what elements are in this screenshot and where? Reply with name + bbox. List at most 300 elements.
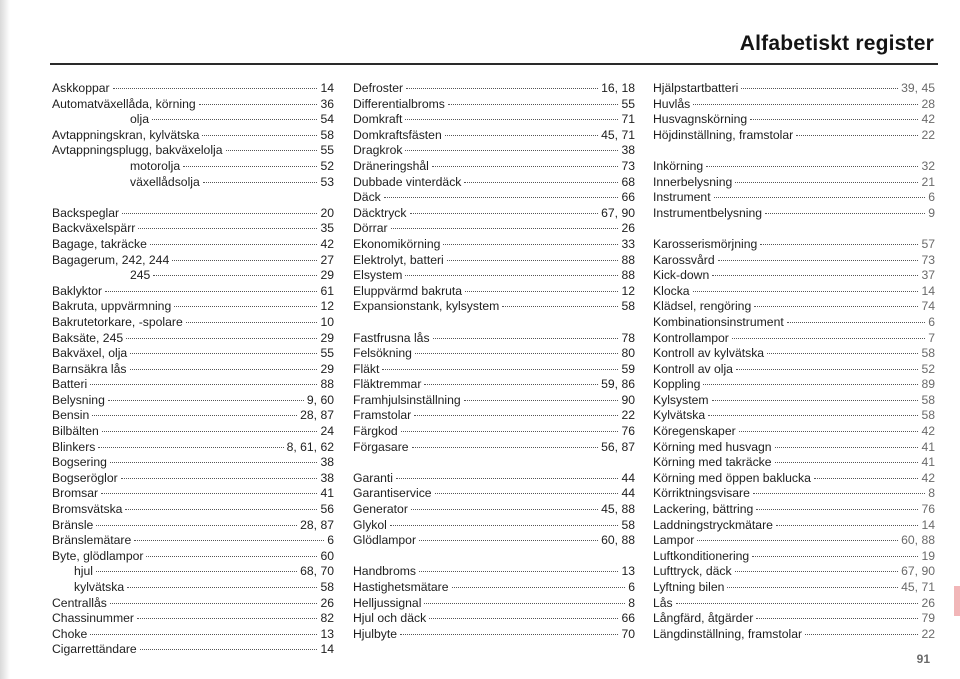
index-entry-label: Helljussignal: [353, 595, 422, 610]
index-entry-page: 58: [921, 408, 935, 423]
index-entry-label: Eluppvärmd bakruta: [353, 283, 463, 298]
index-entry-label: Körning med takräcke: [653, 455, 772, 470]
index-entry: [353, 284, 635, 300]
dot-leader: [150, 244, 318, 245]
index-entry-page: 39, 45: [901, 81, 935, 95]
index-entry-page: 41: [320, 486, 334, 501]
index-entry-page: 52: [921, 361, 935, 376]
index-entry-label: Avtappningskran, kylvätska: [52, 127, 200, 142]
index-entry: [653, 627, 935, 643]
dot-leader: [714, 197, 926, 198]
index-entry-label: Lås: [653, 595, 673, 610]
index-entry-label: Däck: [353, 190, 381, 205]
dot-leader: [110, 603, 318, 604]
dot-leader: [787, 322, 925, 323]
dot-leader: [448, 104, 619, 105]
dot-leader: [98, 447, 283, 448]
index-entry-label: Hjälpstartbatteri: [653, 81, 739, 95]
index-entry-page: 26: [921, 595, 935, 610]
dot-leader: [140, 649, 318, 650]
index-entry-label: Kontroll av kylvätska: [653, 346, 765, 361]
dot-leader: [754, 306, 918, 307]
index-entry: [653, 268, 935, 284]
index-entry: [653, 408, 935, 424]
dot-leader: [693, 291, 919, 292]
index-entry-page: 58: [320, 127, 334, 142]
index-entry-label: Byte, glödlampor: [52, 548, 144, 563]
index-entry-label: olja: [130, 112, 149, 127]
dot-leader: [712, 275, 918, 276]
index-entry-label: 245: [130, 268, 151, 283]
dot-leader: [137, 618, 317, 619]
dot-leader: [102, 431, 318, 432]
index-entry: [353, 97, 635, 113]
index-entry-label: Däcktryck: [353, 205, 407, 220]
index-entry-label: Långfärd, åtgärder: [653, 611, 754, 626]
index-entry-page: 9, 60: [306, 392, 334, 407]
dot-leader: [382, 369, 618, 370]
dot-leader: [401, 431, 619, 432]
dot-leader: [735, 182, 918, 183]
index-entry: [653, 377, 935, 393]
index-entry: [653, 346, 935, 362]
index-entry: [52, 377, 334, 393]
index-entry-label: Bilbälten: [52, 424, 99, 439]
index-entry: [52, 81, 334, 97]
index-entry-label: Hjul och däck: [353, 611, 427, 626]
index-entry-page: 60, 88: [601, 533, 635, 548]
index-entry-label: Fläktremmar: [353, 377, 422, 392]
index-entry-label: Kontroll av olja: [653, 361, 733, 376]
index-entry-page: 67, 90: [601, 205, 635, 220]
index-entry-page: 60: [320, 548, 334, 563]
index-entry: [653, 518, 935, 534]
index-entry: [353, 253, 635, 269]
dot-leader: [110, 462, 318, 463]
index-entry: [52, 315, 334, 331]
index-entry-page: 14: [320, 81, 334, 95]
index-entry-page: 58: [921, 346, 935, 361]
dot-leader: [96, 525, 297, 526]
index-entry-page: 12: [621, 283, 635, 298]
index-entry: [52, 440, 334, 456]
dot-leader: [756, 618, 918, 619]
index-entry-page: 55: [621, 96, 635, 111]
index-entry: [653, 315, 935, 331]
dot-leader: [693, 104, 918, 105]
index-entry-label: Batteri: [52, 377, 88, 392]
dot-leader: [174, 306, 317, 307]
dot-leader: [465, 291, 618, 292]
index-entry-label: Lufttryck, däck: [653, 564, 732, 579]
index-entry-page: 6: [327, 533, 334, 548]
index-entry: [353, 627, 635, 643]
index-entry-label: Bogsering: [52, 455, 107, 470]
index-entry-label: Lyftning bilen: [653, 580, 725, 594]
index-entry-page: 38: [621, 143, 635, 158]
index-entry: [653, 486, 935, 502]
index-entry: [52, 206, 334, 222]
index-entry-page: 61: [320, 283, 334, 298]
index-entry: [353, 564, 635, 580]
dot-leader: [433, 338, 619, 339]
index-entry: [653, 159, 935, 175]
index-entry-label: Belysning: [52, 392, 105, 407]
index-entry-page: 41: [921, 455, 935, 470]
index-entry: [353, 502, 635, 518]
index-entry-page: 58: [621, 299, 635, 314]
index-entry-page: 44: [621, 486, 635, 501]
index-entry-label: Koppling: [653, 377, 701, 392]
index-entry-page: 33: [621, 236, 635, 251]
index-entry: [653, 97, 935, 113]
dot-leader: [752, 556, 918, 557]
index-entry-page: 56, 87: [601, 439, 635, 454]
index-entry-page: 79: [921, 611, 935, 626]
dot-leader: [153, 275, 317, 276]
index-entry-label: Bränsle: [52, 517, 94, 532]
index-entry: [52, 642, 334, 658]
index-entry-page: 73: [621, 158, 635, 173]
dot-leader: [122, 213, 317, 214]
dot-leader: [202, 135, 317, 136]
index-entry-page: 55: [320, 346, 334, 361]
index-spacer: [653, 143, 935, 159]
index-entry-label: Karossvård: [653, 252, 715, 267]
index-entry: [653, 455, 935, 471]
index-entry: [353, 580, 635, 596]
index-entry-label: Garantiservice: [353, 486, 432, 501]
index-entry-label: Defroster: [353, 81, 404, 95]
index-entry-label: Husvagnskörning: [653, 112, 748, 127]
index-entry: [353, 408, 635, 424]
dot-leader: [775, 447, 919, 448]
index-entry-label: Handbroms: [353, 564, 416, 579]
index-entry-page: 45, 71: [601, 127, 635, 142]
index-entry-label: Dräneringshål: [353, 158, 429, 173]
index-entry-page: 6: [628, 580, 635, 594]
index-entry-label: Bogseröglor: [52, 470, 118, 485]
dot-leader: [805, 634, 918, 635]
index-entry-label: Instrumentbelysning: [653, 205, 763, 220]
dot-leader: [432, 166, 619, 167]
index-entry: [353, 299, 635, 315]
index-entry: [52, 237, 334, 253]
index-entry: [653, 564, 935, 580]
index-entry-label: Laddningstryckmätare: [653, 517, 773, 532]
index-entry: [52, 143, 334, 159]
index-entry-page: 44: [621, 470, 635, 485]
index-entry-label: Framhjulsinställning: [353, 392, 461, 407]
dot-leader: [464, 182, 618, 183]
dot-leader: [708, 415, 918, 416]
index-entry-label: Bromsvätska: [52, 502, 123, 517]
dot-leader: [760, 244, 918, 245]
index-entry-page: 16, 18: [601, 81, 635, 95]
index-entry-page: 8: [928, 486, 935, 501]
dot-leader: [400, 634, 618, 635]
index-entry: [353, 112, 635, 128]
index-column-3: [653, 81, 935, 642]
index-entry-page: 27: [320, 252, 334, 267]
index-entry-label: Blinkers: [52, 439, 96, 454]
index-entry-page: 55: [320, 143, 334, 158]
dot-leader: [706, 166, 918, 167]
index-entry: [353, 393, 635, 409]
index-entry: [52, 580, 334, 596]
index-entry-label: växellådsolja: [130, 174, 200, 189]
index-entry: [353, 486, 635, 502]
index-entry-label: Huvlås: [653, 96, 691, 111]
dot-leader: [736, 369, 918, 370]
index-entry-page: 60, 88: [901, 533, 935, 548]
dot-leader: [126, 338, 317, 339]
index-entry: [52, 112, 334, 128]
index-entry: [353, 471, 635, 487]
index-entry: [653, 237, 935, 253]
dot-leader: [391, 228, 619, 229]
dot-leader: [203, 182, 318, 183]
dot-leader: [134, 540, 324, 541]
index-entry-label: Lampor: [653, 533, 695, 548]
index-entry: [52, 97, 334, 113]
index-entry: [353, 237, 635, 253]
index-entry-page: 29: [320, 361, 334, 376]
index-entry-page: 37: [921, 268, 935, 283]
index-entry-label: hjul: [74, 564, 93, 579]
index-entry-label: Körriktningsvisare: [653, 486, 750, 501]
index-entry-label: Bakväxel, olja: [52, 346, 128, 361]
index-entry-page: 19: [921, 548, 935, 563]
index-entry: [52, 502, 334, 518]
index-entry-page: 73: [921, 252, 935, 267]
index-entry-label: Cigarrettändare: [52, 642, 137, 657]
index-entry-page: 28: [921, 96, 935, 111]
index-entry: [353, 175, 635, 191]
index-entry: [353, 143, 635, 159]
index-entry-label: Längdinställning, framstolar: [653, 626, 803, 641]
dot-leader: [406, 88, 598, 89]
index-entry-label: Bakruta, uppvärmning: [52, 299, 172, 314]
dot-leader: [814, 478, 919, 479]
index-entry: [653, 596, 935, 612]
index-spacer: [353, 549, 635, 565]
dot-leader: [105, 291, 317, 292]
index-entry-label: Expansionstank, kylsystem: [353, 299, 500, 314]
index-entry-label: Klocka: [653, 283, 690, 298]
index-entry-page: 14: [320, 642, 334, 657]
index-entry-page: 26: [621, 221, 635, 236]
index-entry-label: Automatväxellåda, körning: [52, 96, 196, 111]
dot-leader: [405, 275, 618, 276]
index-entry-label: motorolja: [130, 158, 181, 173]
index-entry-page: 76: [621, 424, 635, 439]
index-entry: [353, 440, 635, 456]
index-entry-page: 59, 86: [601, 377, 635, 392]
index-entry: [52, 346, 334, 362]
index-entry-page: 12: [320, 299, 334, 314]
index-entry-label: Hastighetsmätare: [353, 580, 449, 594]
index-entry-label: Elektrolyt, batteri: [353, 252, 444, 267]
index-entry-page: 13: [621, 564, 635, 579]
dot-leader: [172, 260, 317, 261]
dot-leader: [199, 104, 318, 105]
dot-leader: [146, 556, 317, 557]
index-entry: [52, 362, 334, 378]
index-entry-page: 24: [320, 424, 334, 439]
index-entry-page: 89: [921, 377, 935, 392]
dot-leader: [415, 353, 618, 354]
index-entry: [52, 471, 334, 487]
dot-leader: [703, 384, 918, 385]
index-entry-page: 22: [621, 408, 635, 423]
index-entry-label: Domkraft: [353, 112, 403, 127]
dot-leader: [741, 88, 898, 89]
dot-leader: [796, 135, 918, 136]
dot-leader: [396, 478, 618, 479]
index-column-2: [353, 81, 635, 642]
dot-leader: [90, 384, 317, 385]
index-entry: [653, 112, 935, 128]
index-entry-page: 9: [928, 205, 935, 220]
index-entry-page: 6: [928, 190, 935, 205]
dot-leader: [727, 587, 898, 588]
index-entry-page: 42: [320, 236, 334, 251]
index-entry-page: 22: [921, 626, 935, 641]
index-entry: [653, 299, 935, 315]
dot-leader: [750, 119, 918, 120]
index-entry-label: Centrallås: [52, 595, 107, 610]
index-entry-page: 6: [928, 314, 935, 329]
index-entry-page: 82: [320, 611, 334, 626]
dot-leader: [414, 415, 618, 416]
index-entry: [52, 284, 334, 300]
index-entry: [353, 611, 635, 627]
dot-leader: [226, 150, 318, 151]
index-entry: [353, 331, 635, 347]
index-entry-label: Luftkonditionering: [653, 548, 750, 563]
dot-leader: [756, 509, 918, 510]
index-entry-page: 45, 71: [901, 580, 935, 594]
index-entry: [653, 128, 935, 144]
index-entry-label: Baksäte, 245: [52, 330, 124, 345]
index-entry: [653, 362, 935, 378]
index-entry: [52, 596, 334, 612]
index-entry: [653, 424, 935, 440]
index-entry: [52, 268, 334, 284]
index-spacer: [353, 455, 635, 471]
index-entry: [52, 564, 334, 580]
index-entry-page: 32: [921, 158, 935, 173]
dot-leader: [502, 306, 618, 307]
index-entry: [52, 424, 334, 440]
index-entry-label: Bagagerum, 242, 244: [52, 252, 170, 267]
index-entry: [653, 81, 935, 97]
index-entry-label: Glykol: [353, 517, 387, 532]
index-entry-page: 42: [921, 112, 935, 127]
index-entry-page: 68: [621, 174, 635, 189]
dot-leader: [419, 571, 618, 572]
index-entry: [52, 408, 334, 424]
index-entry-label: Innerbelysning: [653, 174, 733, 189]
index-entry-label: Framstolar: [353, 408, 412, 423]
index-entry: [52, 128, 334, 144]
index-entry-label: Elsystem: [353, 268, 403, 283]
index-entry: [52, 253, 334, 269]
dot-leader: [445, 135, 598, 136]
index-entry-page: 29: [320, 268, 334, 283]
dot-leader: [138, 228, 317, 229]
index-entry-page: 52: [320, 158, 334, 173]
index-entry-label: Fastfrusna lås: [353, 330, 430, 345]
index-entry-label: Körning med öppen baklucka: [653, 470, 811, 485]
index-entry-label: Färgkod: [353, 424, 398, 439]
index-entry: [653, 175, 935, 191]
index-entry-page: 28, 87: [300, 408, 334, 423]
index-entry-page: 53: [320, 174, 334, 189]
dot-leader: [419, 540, 598, 541]
index-entry: [52, 518, 334, 534]
index-entry: [353, 221, 635, 237]
index-entry: [52, 486, 334, 502]
index-entry-label: Dragkrok: [353, 143, 403, 158]
index-entry-label: Kombinationsinstrument: [653, 314, 784, 329]
index-entry-page: 57: [921, 236, 935, 251]
index-entry: [653, 549, 935, 565]
index-entry-page: 88: [621, 268, 635, 283]
index-entry-label: Bränslemätare: [52, 533, 132, 548]
index-entry: [52, 627, 334, 643]
dot-leader: [101, 493, 317, 494]
dot-leader: [443, 244, 618, 245]
index-entry-page: 38: [320, 470, 334, 485]
dot-leader: [410, 213, 599, 214]
dot-leader: [676, 603, 919, 604]
index-entry-page: 28, 87: [300, 517, 334, 532]
index-entry-label: Bensin: [52, 408, 90, 423]
dot-leader: [429, 618, 618, 619]
dot-leader: [776, 525, 919, 526]
index-entry-page: 20: [320, 205, 334, 220]
index-entry-label: Instrument: [653, 190, 711, 205]
dot-leader: [113, 88, 318, 89]
dot-leader: [96, 571, 297, 572]
index-entry-page: 90: [621, 392, 635, 407]
index-spacer: [653, 221, 935, 237]
index-entry: [52, 393, 334, 409]
index-entry: [653, 331, 935, 347]
dot-leader: [739, 431, 919, 432]
index-entry: [653, 580, 935, 596]
index-entry-label: Domkraftsfästen: [353, 127, 442, 142]
dot-leader: [452, 587, 626, 588]
index-entry-label: Inkörning: [653, 158, 704, 173]
index-spacer: [353, 315, 635, 331]
index-entry: [353, 268, 635, 284]
index-entry-label: Garanti: [353, 470, 393, 485]
index-entry: [653, 284, 935, 300]
index-entry-page: 59: [621, 361, 635, 376]
dot-leader: [384, 197, 619, 198]
index-entry: [653, 206, 935, 222]
index-entry-page: 42: [921, 470, 935, 485]
dot-leader: [183, 166, 317, 167]
dot-leader: [125, 509, 317, 510]
index-entry-page: 80: [621, 346, 635, 361]
index-entry-page: 88: [621, 252, 635, 267]
index-entry-page: 74: [921, 299, 935, 314]
index-entry: [52, 159, 334, 175]
